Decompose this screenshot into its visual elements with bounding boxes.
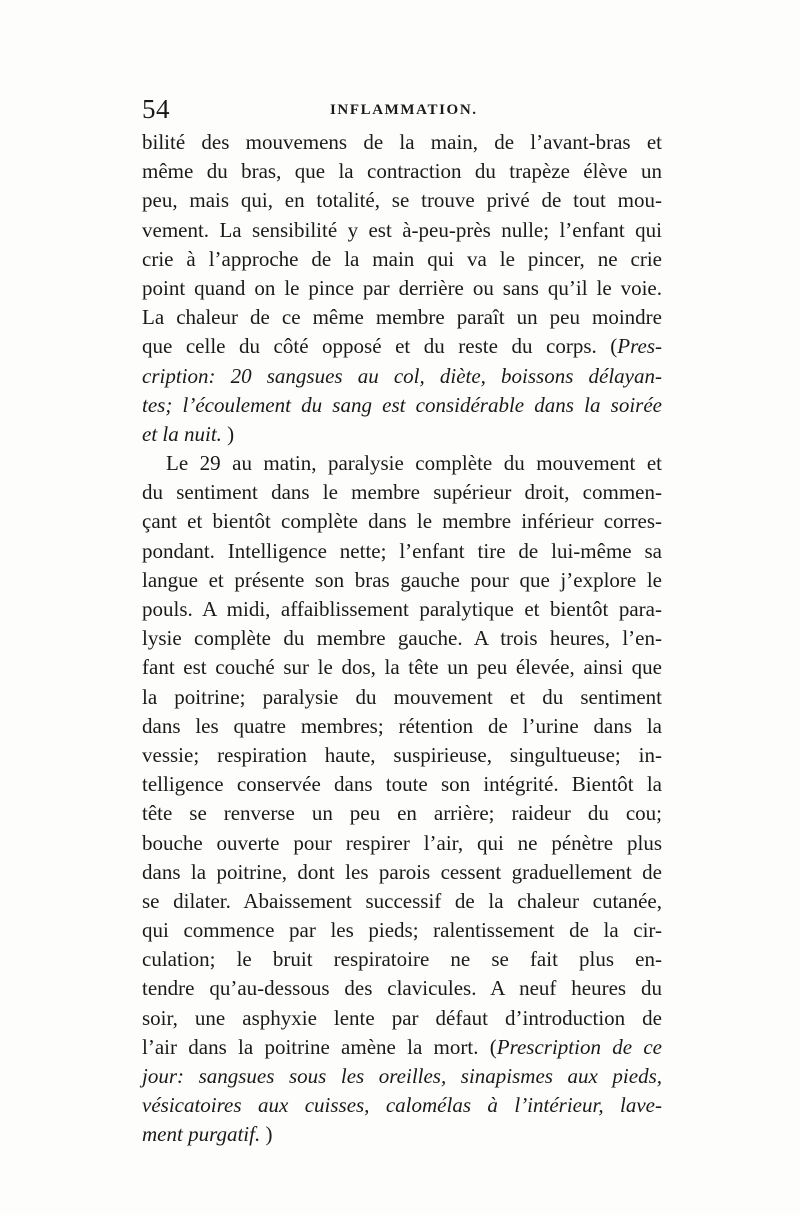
text-line [142, 420, 662, 449]
text-run: Le 29 au matin, paralysie complète du mouvement et [166, 451, 662, 476]
text-line [142, 449, 662, 478]
text-line [142, 362, 662, 391]
text-line [142, 391, 662, 420]
text-run: même du bras, que la contraction du trapèze élève un [142, 159, 662, 184]
text-line [142, 799, 662, 828]
text-run: fant est couché sur le dos, la tête un peu élevée, ainsi que [142, 655, 662, 680]
text-run: que celle du côté opposé et du reste du corps. ( [142, 334, 618, 359]
text-line [142, 1033, 662, 1062]
text-line [142, 1091, 662, 1120]
text-run: pouls. A midi, affaiblissement paralytique et bientôt para- [142, 597, 662, 621]
text-line [142, 537, 662, 566]
text-line [142, 741, 662, 770]
text-line [142, 216, 662, 245]
text-line [142, 595, 662, 624]
text-line [142, 507, 662, 536]
italic-text: vésicatoires aux cuisses, calomélas à l’intérieur, lave- [142, 1093, 662, 1118]
text-line [142, 303, 662, 332]
text-run: telligence conservée dans toute son intégrité. Bientôt la [142, 772, 662, 797]
body-text [142, 128, 662, 1150]
text-line [142, 624, 662, 653]
italic-text: jour: sangsues sous les oreilles, sinapismes aux pieds, [142, 1064, 662, 1088]
text-run: çant et bientôt complète dans le membre inférieur corres- [142, 509, 662, 534]
text-line [142, 1062, 662, 1091]
text-run: vessie; respiration haute, suspirieuse, singultueuse; in- [142, 742, 662, 767]
italic-text: Pres- [617, 334, 662, 359]
text-line [142, 478, 662, 507]
text-run: point quand on le pince par derrière ou sans qu’il le voie. [142, 275, 662, 300]
text-run: soir, une asphyxie lente par défaut d’introduction de [142, 1005, 662, 1030]
text-run: culation; le bruit respiratoire ne se fait plus en- [142, 947, 662, 972]
text-line [142, 858, 662, 887]
text-line [142, 274, 662, 303]
text-run: tendre qu’au-dessous des clavicules. A neuf heures du [142, 976, 662, 1001]
italic-text: cription: 20 sangsues au col, diète, boissons délayan- [142, 363, 662, 388]
text-run: dans la poitrine, dont les parois cessent graduellement de [142, 859, 662, 884]
text-run: se dilater. Abaissement successif de la chaleur cutanée, [142, 888, 662, 913]
text-line [142, 1004, 662, 1033]
text-run: dans les quatre membres; rétention de l’urine dans la [142, 713, 662, 738]
paragraph [142, 128, 662, 449]
text-run: la poitrine; paralysie du mouvement et du sentiment [142, 684, 662, 709]
text-run: ) [221, 421, 235, 446]
text-run: pondant. Intelligence nette; l’enfant tire de lui-même sa [142, 538, 662, 563]
text-line [142, 653, 662, 682]
italic-text: ment purgatif. [142, 1122, 261, 1147]
italic-text: Prescription de ce [496, 1034, 662, 1059]
text-line [142, 916, 662, 945]
text-line [142, 186, 662, 215]
text-run: peu, mais qui, en totalité, se trouve privé de tout mou- [142, 188, 662, 213]
text-run: qui commence par les pieds; ralentissement de la cir- [142, 918, 662, 943]
text-run: l’air dans la poitrine amène la mort. ( [142, 1034, 497, 1059]
text-line [142, 945, 662, 974]
running-head: INFLAMMATION. [330, 102, 478, 118]
text-line [142, 974, 662, 1003]
italic-text: tes; l’écoulement du sang est considérable dans la soirée [142, 392, 662, 417]
text-line [142, 1120, 662, 1149]
text-run: du sentiment dans le membre supérieur droit, commen- [142, 480, 662, 505]
page-header [142, 92, 662, 128]
text-line [142, 128, 662, 157]
text-run: La chaleur de ce même membre paraît un peu moindre [142, 305, 662, 330]
text-line [142, 683, 662, 712]
text-run: bilité des mouvemens de la main, de l’avant-bras et [142, 130, 662, 154]
text-line [142, 157, 662, 186]
page-number: 54 [142, 94, 170, 124]
text-run: bouche ouverte pour respirer l’air, qui ne pénètre plus [142, 830, 662, 855]
text-line [142, 829, 662, 858]
text-line [142, 712, 662, 741]
text-line [142, 887, 662, 916]
text-run: ) [260, 1122, 273, 1147]
text-run: vement. La sensibilité y est à-peu-près nulle; l’enfant qui [142, 217, 662, 242]
text-line [142, 770, 662, 799]
text-line [142, 566, 662, 595]
text-run: langue et présente son bras gauche pour que j’explore le [142, 567, 662, 592]
text-run: crie à l’approche de la main qui va le pincer, ne crie [142, 246, 662, 271]
paragraph [142, 449, 662, 1150]
text-line [142, 332, 662, 361]
italic-text: et la nuit. [142, 421, 222, 446]
text-run: lysie complète du membre gauche. A trois heures, l’en- [142, 626, 662, 651]
text-line [142, 245, 662, 274]
text-run: tête se renverse un peu en arrière; raideur du cou; [142, 801, 662, 826]
